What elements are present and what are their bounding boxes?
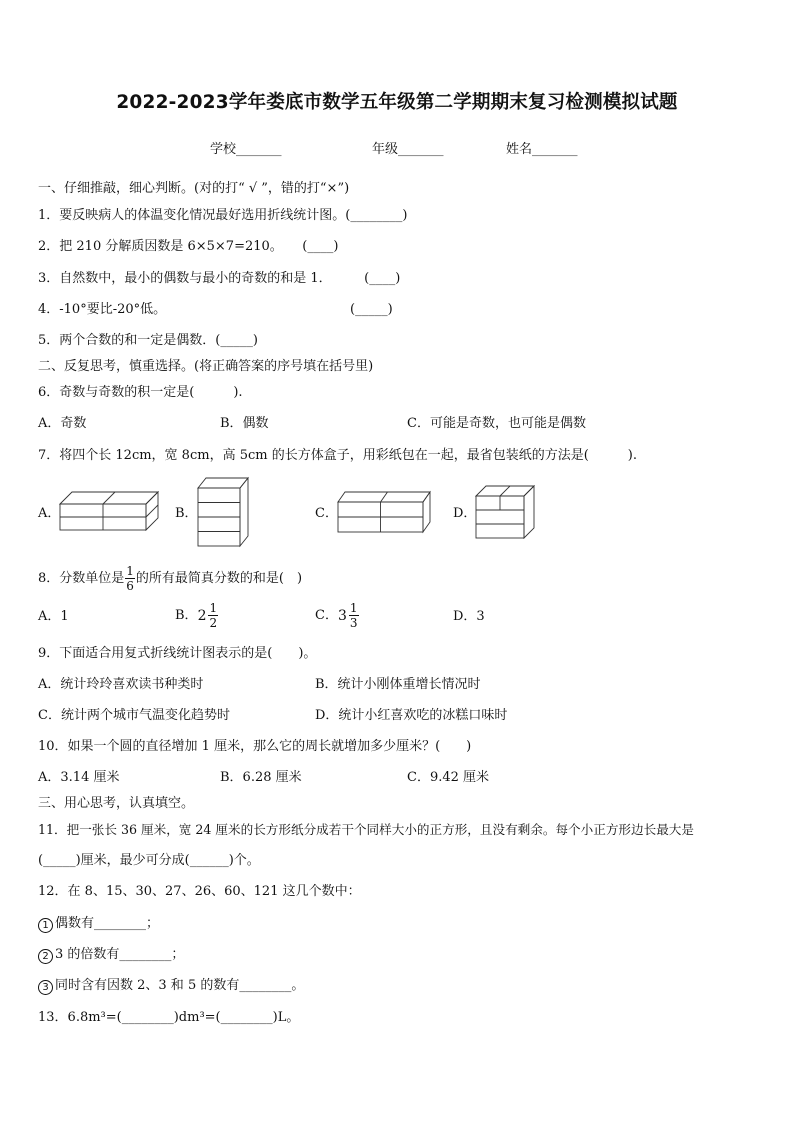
q6-option-b[interactable]: B．偶数: [220, 416, 269, 431]
q9-option-a[interactable]: A．统计玲玲喜欢读书种类时: [38, 677, 204, 692]
q8-option-d[interactable]: D．3: [453, 609, 485, 624]
question-2: 2．把 210 分解质因数是 6×5×7=210。 (____): [38, 239, 339, 254]
q7-option-a-label[interactable]: A．: [38, 506, 61, 521]
question-5: 5．两个合数的和一定是偶数．(_____): [38, 333, 258, 348]
q12-item-2: 2 3 的倍数有________；: [38, 946, 184, 964]
section-1-heading: 一、仔细推敲，细心判断。(对的打“ √ ”，错的打“×”): [38, 181, 350, 196]
q7-figure-b: [198, 476, 252, 548]
q9-option-b[interactable]: B．统计小刚体重增长情况时: [315, 677, 481, 692]
section-3-heading: 三、用心思考，认真填空。: [38, 796, 195, 811]
section-2-heading: 二、反复思考，慎重选择。(将正确答案的序号填在括号里): [38, 359, 374, 374]
question-9: 9．下面适合用复式折线统计图表示的是( )。: [38, 646, 317, 661]
school-field[interactable]: 学校_______: [210, 142, 282, 157]
question-4-answer[interactable]: (_____): [350, 302, 393, 317]
question-3: 3．自然数中，最小的偶数与最小的奇数的和是 1． (____): [38, 271, 401, 286]
page-title: 2022-2023学年娄底市数学五年级第二学期期末复习检测模拟试题: [116, 92, 678, 113]
question-13: 13．6.8m³=(________)dm³=(________)L。: [38, 1010, 300, 1025]
q8-option-a[interactable]: A．1: [38, 609, 69, 624]
question-11-line-1: 11．把一张长 36 厘米，宽 24 厘米的长方形纸分成若干个同样大小的正方形，且没有剩余。每个小正方形边长最大是: [38, 822, 694, 837]
question-10: 10．如果一个圆的直径增加 1 厘米，那么它的周长就增加多少厘米？( ): [38, 739, 472, 754]
circled-number-icon: 3: [38, 980, 53, 995]
q7-option-d-label[interactable]: D．: [453, 506, 477, 521]
question-12: 12．在 8、15、30、27、26、60、121 这几个数中：: [38, 884, 361, 899]
question-4: 4．-10°要比-20°低。: [38, 302, 167, 317]
q8-prefix: 8．分数单位是: [38, 570, 125, 586]
question-8: [38, 565, 302, 592]
circled-number-icon: 1: [38, 918, 53, 933]
question-7: 7．将四个长 12cm，宽 8cm，高 5cm 的长方体盒子，用彩纸包在一起，最省包装纸的方法是( ).: [38, 448, 637, 463]
q12-item-1: 1 偶数有________；: [38, 915, 159, 933]
name-field[interactable]: 姓名_______: [506, 142, 578, 157]
question-1: 1．要反映病人的体温变化情况最好选用折线统计图。(________): [38, 208, 408, 223]
q8-suffix: 的所有最简真分数的和是( ): [135, 570, 303, 586]
q8-fraction: $\frac{1}{6}$: [126, 564, 134, 593]
q10-option-b[interactable]: B．6.28 厘米: [220, 770, 302, 785]
q6-option-c[interactable]: C．可能是奇数，也可能是偶数: [407, 416, 586, 431]
q10-option-c[interactable]: C．9.42 厘米: [407, 770, 490, 785]
q7-figure-c: [338, 490, 432, 534]
q7-option-b-label[interactable]: B．: [175, 506, 198, 521]
q6-option-a[interactable]: A．奇数: [38, 416, 87, 431]
q8-option-b[interactable]: B． 2 $\frac{1}{2}$: [175, 601, 218, 630]
q7-figure-a: [60, 490, 160, 532]
q9-option-c[interactable]: C．统计两个城市气温变化趋势时: [38, 708, 230, 723]
question-6: 6．奇数与奇数的积一定是( ).: [38, 385, 243, 400]
question-11-line-2: (_____)厘米，最少可分成(______)个。: [38, 853, 260, 868]
grade-field[interactable]: 年级_______: [372, 142, 444, 157]
q7-figure-d: [476, 484, 536, 540]
q10-option-a[interactable]: A．3.14 厘米: [38, 770, 120, 785]
q9-option-d[interactable]: D．统计小红喜欢吃的冰糕口味时: [315, 708, 508, 723]
circled-number-icon: 2: [38, 949, 53, 964]
q8-option-c[interactable]: C． 3 $\frac{1}{3}$: [315, 601, 358, 630]
q12-item-3: 3 同时含有因数 2、3 和 5 的数有________。: [38, 977, 304, 995]
q7-option-c-label[interactable]: C．: [315, 506, 338, 521]
